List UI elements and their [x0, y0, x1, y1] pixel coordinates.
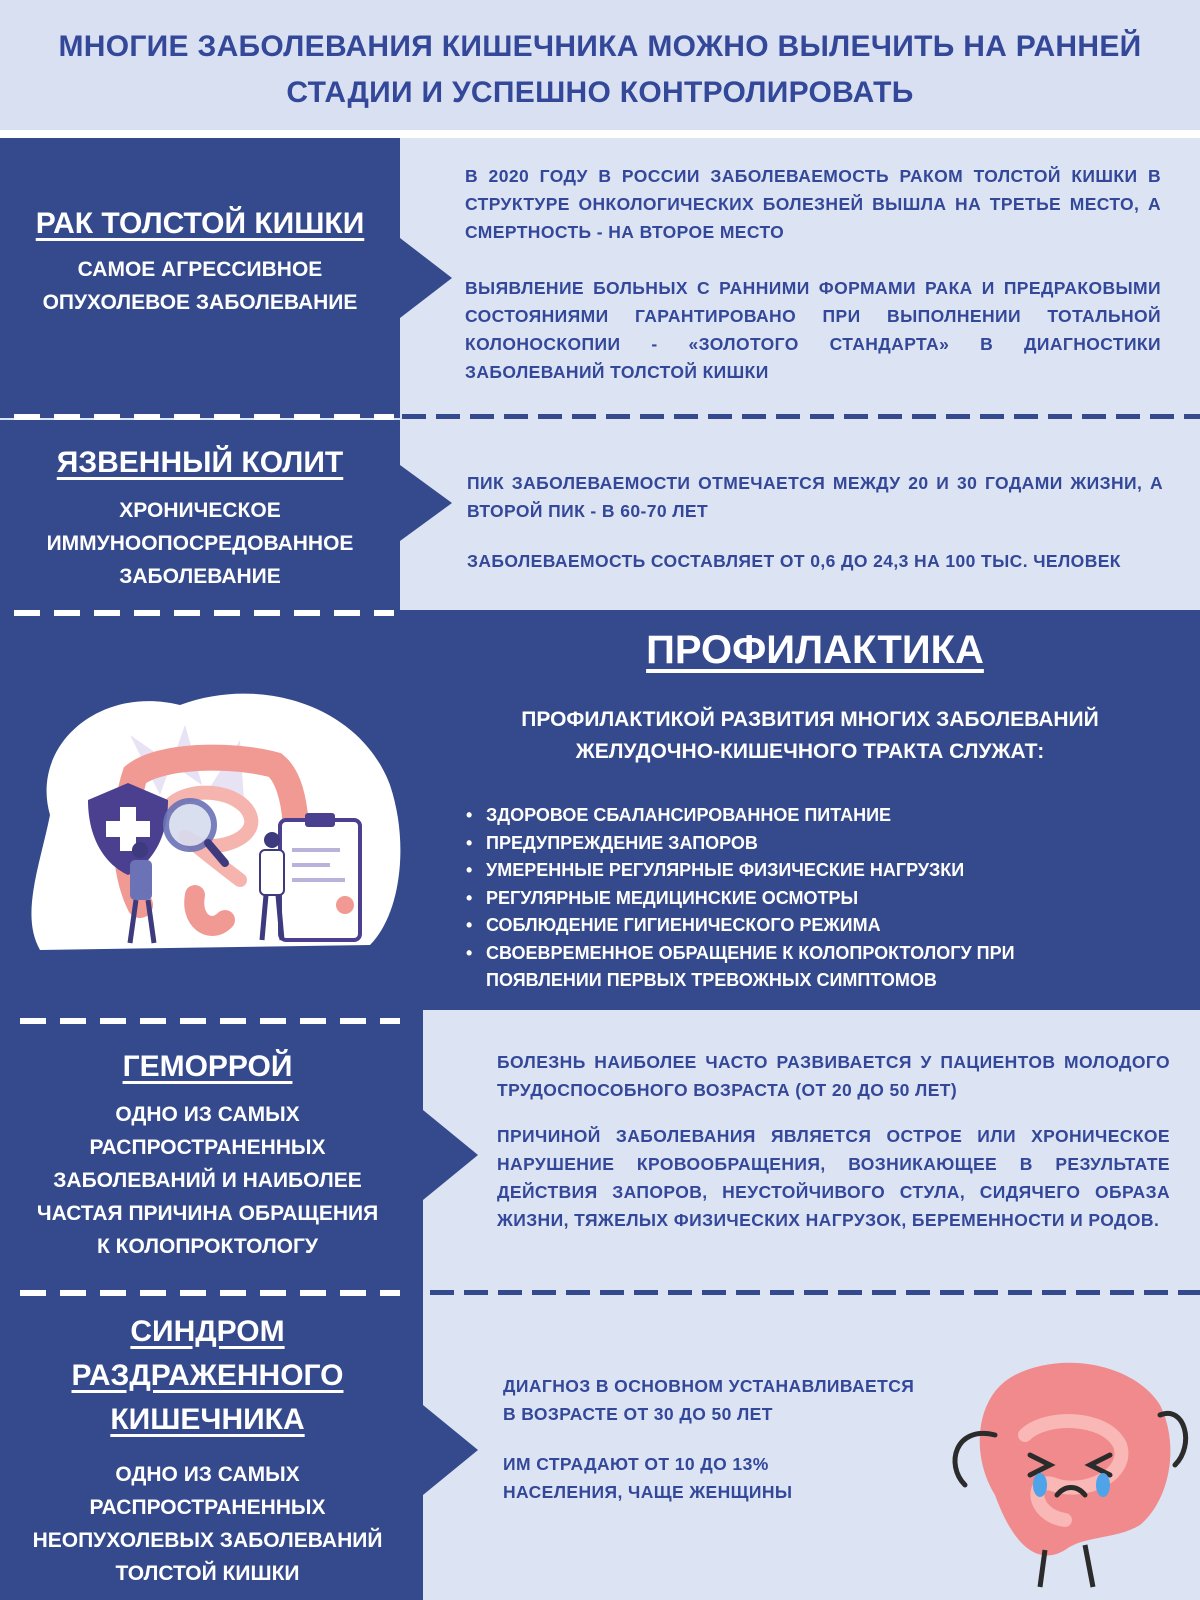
- ibs-arrow: [423, 1405, 478, 1495]
- ibs-heading-line3: КИШЕЧНИКА: [110, 1403, 305, 1436]
- cancer-paragraph-2: ВЫЯВЛЕНИЕ БОЛЬНЫХ С РАННИМИ ФОРМАМИ РАКА И ПРЕДРАКОВЫМИ СОСТОЯНИЯМИ ГАРАНТИРОВАНО ПРИ ВЫПОЛНЕНИИ ТОТАЛЬНОЙ КОЛОНОСКОПИИ - «ЗОЛОТОГО СТАНДАРТА» В ДИАГНОСТИКИ ЗАБОЛЕВАНИЙ ТОЛСТОЙ КИШКИ: [465, 278, 1161, 382]
- colitis-arrow: [400, 465, 452, 541]
- svg-text:+: +: [72, 831, 89, 855]
- colitis-subtitle-line2: ИММУНООПОСРЕДОВАННОЕ: [46, 532, 354, 555]
- colitis-heading: ЯЗВЕННЫЙ КОЛИТ: [56, 446, 344, 479]
- hemorrhoids-paragraph-2: ПРИЧИНОЙ ЗАБОЛЕВАНИЯ ЯВЛЯЕТСЯ ОСТРОЕ ИЛИ ХРОНИЧЕСКОЕ НАРУШЕНИЕ КРОВООБРАЩЕНИЯ, ВОЗНИКАЮЩЕЕ В РЕЗУЛЬТАТЕ ДЕЙСТВИЯ ЗАПОРОВ, НЕУСТОЙЧИВОГО СТУЛА, СИДЯЧЕГО ОБРАЗА ЖИЗНИ, ТЯЖЕЛЫХ ФИЗИЧЕСКИХ НАГРУЗОК, БЕРЕМЕННОСТИ И РОДОВ.: [497, 1126, 1170, 1230]
- colitis-details: [467, 469, 1163, 603]
- prevention-lead: [440, 704, 1180, 768]
- colitis-paragraph-1: ПИК ЗАБОЛЕВАЕМОСТИ ОТМЕЧАЕТСЯ МЕЖДУ 20 И 30 ГОДАМИ ЖИЗНИ, А ВТОРОЙ ПИК - В 60-70 ЛЕТ: [467, 473, 1163, 521]
- hemorrhoids-subtitle-line3: ЗАБОЛЕВАНИЙ И НАИБОЛЕЕ: [53, 1169, 362, 1192]
- prevention-lead-line2: ЖЕЛУДОЧНО-КИШЕЧНОГО ТРАКТА СЛУЖАТ:: [575, 740, 1045, 763]
- cancer-subtitle-line2: ОПУХОЛЕВОЕ ЗАБОЛЕВАНИЕ: [42, 291, 358, 314]
- hemorrhoids-subtitle-line5: К КОЛОПРОКТОЛОГУ: [96, 1235, 318, 1258]
- cancer-paragraph-1: В 2020 ГОДУ В РОССИИ ЗАБОЛЕВАЕМОСТЬ РАКОМ ТОЛСТОЙ КИШКИ В СТРУКТУРЕ ОНКОЛОГИЧЕСКИХ БОЛЕЗНЕЙ ВЫШЛА НА ТРЕТЬЕ МЕСТО, А СМЕРТНОСТЬ - НА ВТОРОЕ МЕСТО: [465, 166, 1161, 242]
- prevention-item: • СОБЛЮДЕНИЕ ГИГИЕНИЧЕСКОГО РЕЖИМА: [466, 912, 1086, 940]
- cancer-heading: РАК ТОЛСТОЙ КИШКИ: [35, 207, 365, 240]
- colitis-subtitle-line1: ХРОНИЧЕСКОЕ: [119, 499, 281, 522]
- prevention-heading: ПРОФИЛАКТИКА: [646, 628, 984, 672]
- ibs-panel-text: [0, 1310, 415, 1590]
- divider-left-3: [20, 1018, 400, 1024]
- sad-intestine-icon: [935, 1335, 1190, 1595]
- hemorrhoids-arrow: [423, 1110, 478, 1200]
- ibs-heading-line2: РАЗДРАЖЕННОГО: [71, 1359, 344, 1392]
- divider-right-1: [402, 414, 1200, 419]
- divider-left-4: [20, 1290, 400, 1296]
- colitis-panel-text: [0, 442, 400, 593]
- prevention-item: • РЕГУЛЯРНЫЕ МЕДИЦИНСКИЕ ОСМОТРЫ: [466, 885, 1086, 913]
- page-title-line1: МНОГИЕ ЗАБОЛЕВАНИЯ КИШЕЧНИКА МОЖНО ВЫЛЕЧИТЬ НА РАННЕЙ: [58, 30, 1142, 63]
- cancer-subtitle-line1: САМОЕ АГРЕССИВНОЕ: [77, 258, 323, 281]
- page-title-line2: СТАДИИ И УСПЕШНО КОНТРОЛИРОВАТЬ: [286, 76, 914, 109]
- clipboard-icon: [280, 813, 360, 940]
- ibs-subtitle-line3: НЕОПУХОЛЕВЫХ ЗАБОЛЕВАНИЙ: [32, 1529, 383, 1552]
- cancer-panel-text: [0, 203, 400, 319]
- prevention-lead-line1: ПРОФИЛАКТИКОЙ РАЗВИТИЯ МНОГИХ ЗАБОЛЕВАНИЙ: [521, 708, 1099, 731]
- prevention-list: [466, 802, 1086, 995]
- hemorrhoids-paragraph-1: БОЛЕЗНЬ НАИБОЛЕЕ ЧАСТО РАЗВИВАЕТСЯ У ПАЦИЕНТОВ МОЛОДОГО ТРУДОСПОСОБНОГО ВОЗРАСТА (ОТ 20 ДО 50 ЛЕТ): [497, 1052, 1170, 1100]
- ibs-paragraph-2-line2: НАСЕЛЕНИЯ, ЧАЩЕ ЖЕНЩИНЫ: [503, 1482, 793, 1502]
- page-title: [0, 0, 1200, 130]
- svg-text:+: +: [340, 766, 359, 791]
- ibs-details: [503, 1372, 963, 1506]
- hemorrhoids-heading: ГЕМОРРОЙ: [122, 1050, 293, 1083]
- ibs-paragraph-1-line1: ДИАГНОЗ В ОСНОВНОМ УСТАНАВЛИВАЕТСЯ: [503, 1376, 915, 1396]
- colitis-paragraph-2: ЗАБОЛЕВАЕМОСТЬ СОСТАВЛЯЕТ ОТ 0,6 ДО 24,3 НА 100 ТЫС. ЧЕЛОВЕК: [467, 551, 1121, 571]
- prevention-item: • СВОЕВРЕМЕННОЕ ОБРАЩЕНИЕ К КОЛОПРОКТОЛОГУ ПРИ ПОЯВЛЕНИИ ПЕРВЫХ ТРЕВОЖНЫХ СИМПТОМОВ: [466, 940, 1086, 995]
- hemorrhoids-panel-text: [0, 1046, 415, 1263]
- ibs-subtitle-line1: ОДНО ИЗ САМЫХ: [115, 1463, 300, 1486]
- hemorrhoids-subtitle-line2: РАСПРОСТРАНЕННЫХ: [89, 1136, 326, 1159]
- hemorrhoids-details: [497, 1048, 1170, 1262]
- ibs-paragraph-2-line1: ИМ СТРАДАЮТ ОТ 10 ДО 13%: [503, 1454, 769, 1474]
- hemorrhoids-subtitle-line1: ОДНО ИЗ САМЫХ: [115, 1103, 300, 1126]
- title-divider: [0, 130, 1200, 138]
- prevention-item: • ЗДОРОВОЕ СБАЛАНСИРОВАННОЕ ПИТАНИЕ: [466, 802, 1086, 830]
- hemorrhoids-subtitle-line4: ЧАСТАЯ ПРИЧИНА ОБРАЩЕНИЯ: [36, 1202, 379, 1225]
- colitis-subtitle-line3: ЗАБОЛЕВАНИЕ: [119, 565, 281, 588]
- cancer-arrow: [400, 238, 452, 318]
- divider-right-4: [430, 1290, 1200, 1295]
- intestine-illustration: [10, 665, 410, 985]
- ibs-subtitle-line4: ТОЛСТОЙ КИШКИ: [115, 1562, 300, 1585]
- cancer-details: [465, 162, 1161, 414]
- prevention-item: • УМЕРЕННЫЕ РЕГУЛЯРНЫЕ ФИЗИЧЕСКИЕ НАГРУЗКИ: [466, 857, 1086, 885]
- prevention-item: • ПРЕДУПРЕЖДЕНИЕ ЗАПОРОВ: [466, 830, 1086, 858]
- ibs-heading-line1: СИНДРОМ: [130, 1315, 285, 1348]
- ibs-subtitle-line2: РАСПРОСТРАНЕННЫХ: [89, 1496, 326, 1519]
- divider-left-2b: [14, 610, 394, 616]
- ibs-paragraph-1-line2: В ВОЗРАСТЕ ОТ 30 ДО 50 ЛЕТ: [503, 1404, 773, 1424]
